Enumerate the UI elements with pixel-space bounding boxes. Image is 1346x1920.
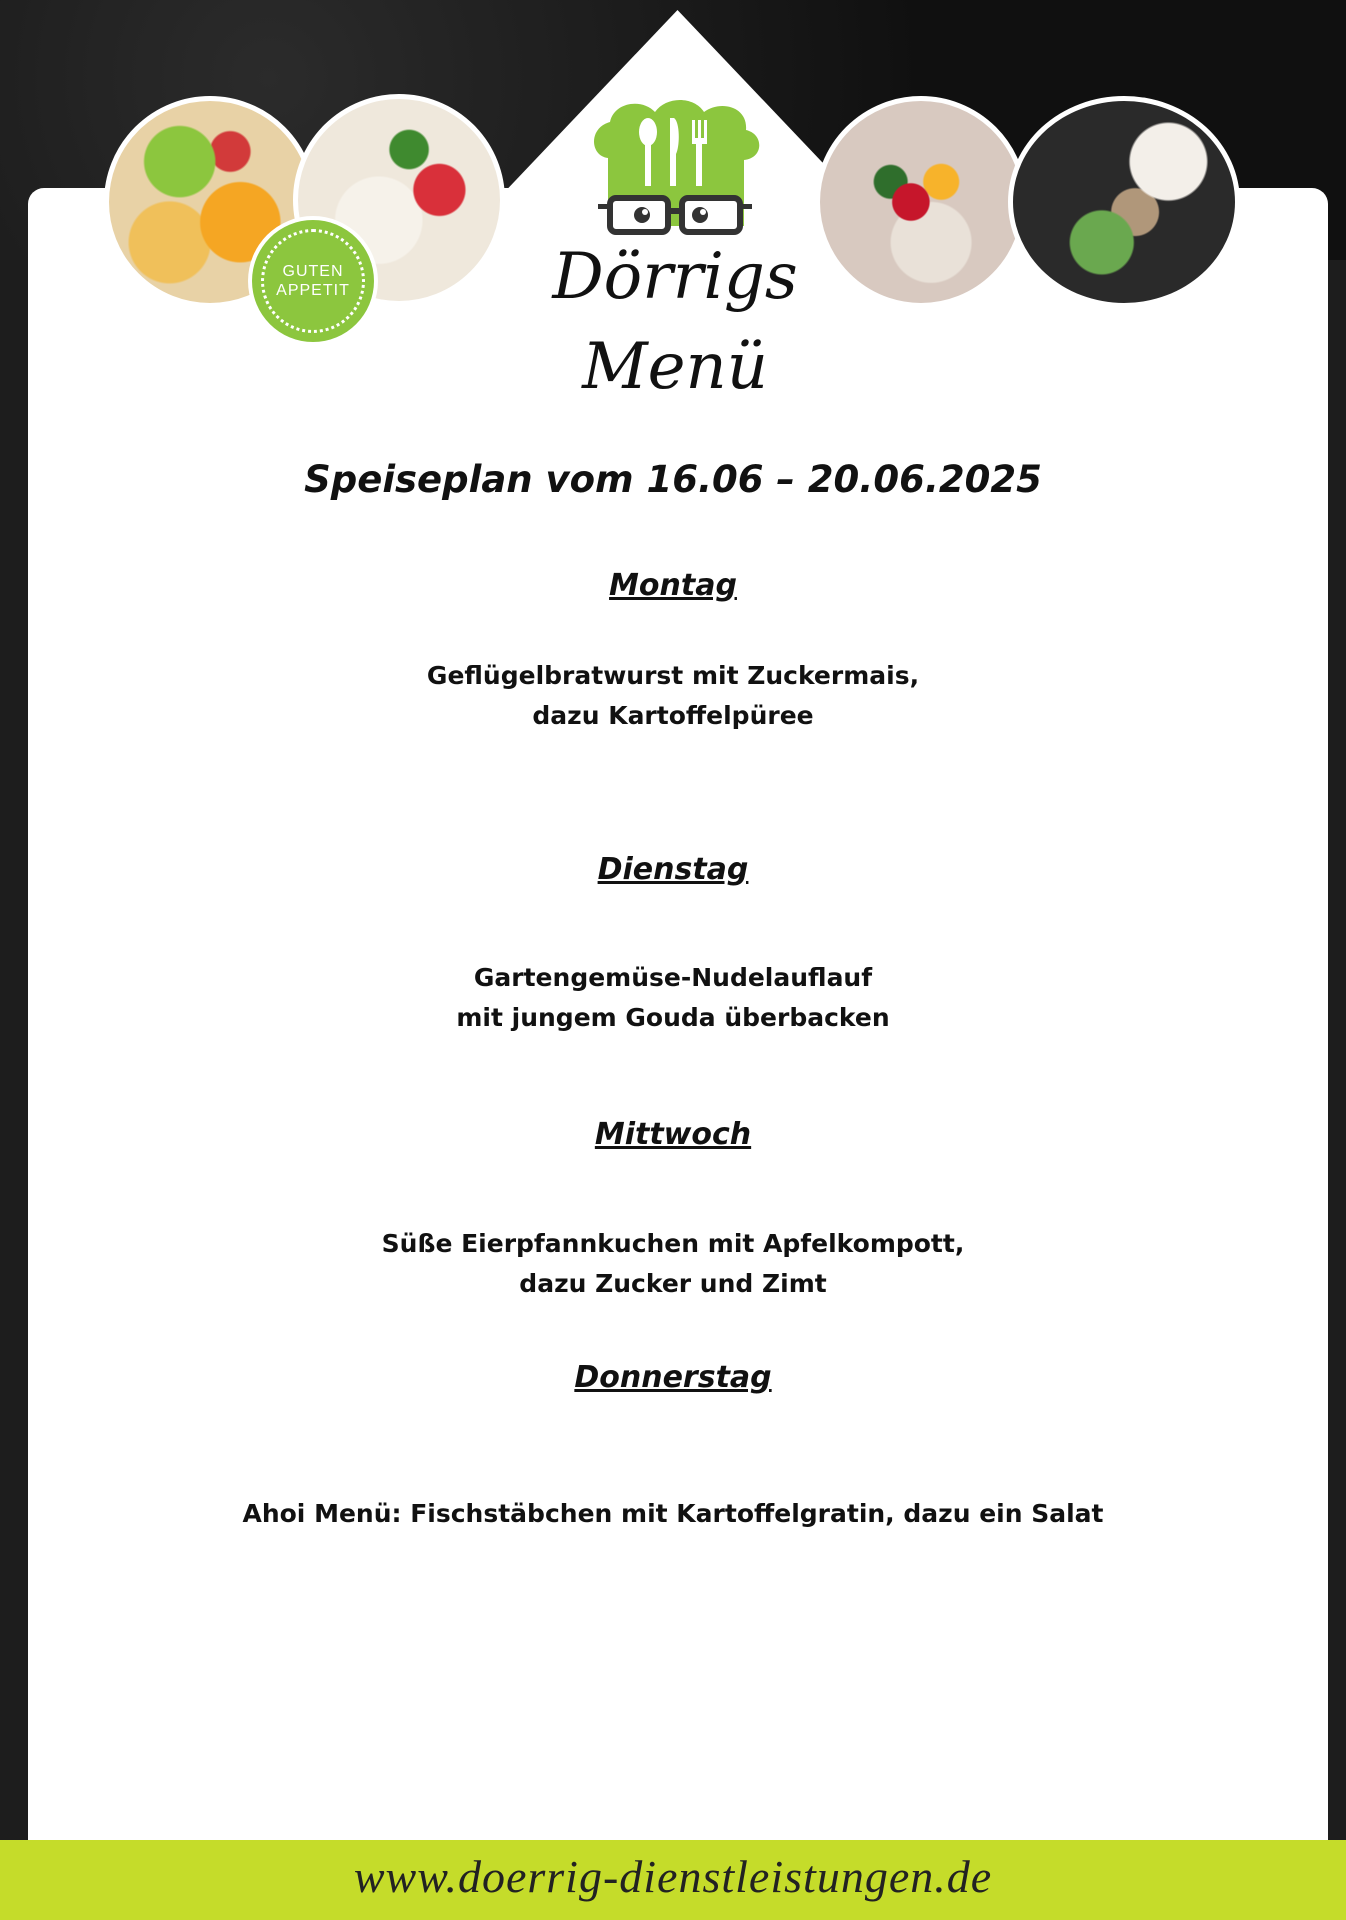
day-heading-donnerstag: Donnerstag [574, 1360, 772, 1395]
guten-appetit-badge [252, 220, 374, 342]
chef-hat-glasses-icon [580, 98, 770, 244]
brand-logo-text: Dörrigs Menü [552, 240, 798, 404]
day-heading-montag: Montag [609, 568, 737, 603]
dish-line: dazu Zucker und Zimt [519, 1269, 827, 1298]
dish-line: Ahoi Menü: Fischstäbchen mit Kartoffelgratin, dazu ein Salat [242, 1499, 1104, 1528]
footer-website: www.doerrig-dienstleistungen.de [353, 1851, 993, 1902]
dish-mittwoch [0, 1224, 1346, 1304]
dish-line: Süße Eierpfannkuchen mit Apfelkompott, [381, 1229, 965, 1258]
day-heading-mittwoch: Mittwoch [594, 1117, 752, 1152]
dish-donnerstag [0, 1494, 1346, 1534]
dish-line: dazu Kartoffelpüree [532, 701, 814, 730]
day-heading-dienstag: Dienstag [597, 852, 749, 887]
food-photo-salad-serving [1008, 96, 1240, 308]
dish-line: Geflügelbratwurst mit Zuckermais, [426, 661, 920, 690]
dish-line: Gartengemüse-Nudelauflauf [473, 963, 873, 992]
dish-montag [0, 656, 1346, 736]
badge-line-1: GUTEN [282, 263, 344, 280]
dish-dienstag [0, 958, 1346, 1038]
page-title: Speiseplan vom 16.06 – 20.06.2025 [304, 458, 1042, 501]
badge-line-2: APPETIT [276, 282, 350, 299]
dish-line: mit jungem Gouda überbacken [456, 1003, 890, 1032]
footer-bar [0, 1840, 1346, 1920]
